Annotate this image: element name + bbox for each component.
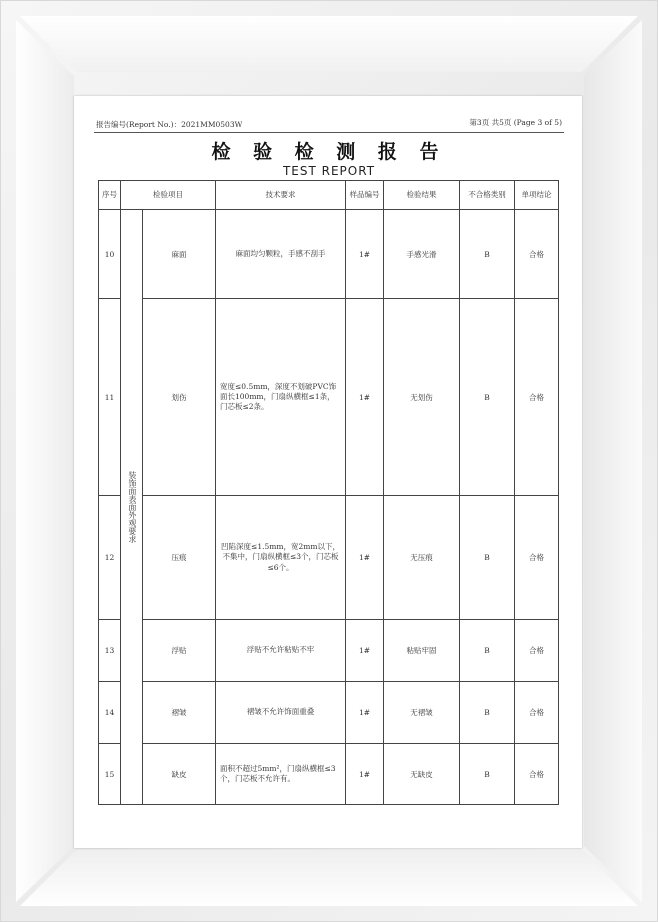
row-result: 无缺皮 (384, 744, 460, 805)
report-title-en: TEST REPORT (282, 164, 376, 178)
table-row (99, 299, 559, 496)
row-class: B (460, 682, 515, 744)
report-number: 报告编号(Report No.)：2021MM0503W (96, 120, 243, 129)
table-row (99, 620, 559, 682)
row-sample: 1# (346, 682, 384, 744)
col-header-result: 检验结果 (384, 181, 460, 210)
report-title-cn: 检 验 检 测 报 告 (211, 141, 447, 163)
report-header-block (94, 112, 564, 178)
category-cell: 装饰面表面外观要求 (121, 210, 143, 805)
col-header-verdict: 单项结论 (515, 181, 559, 210)
row-verdict: 合格 (515, 299, 559, 496)
row-requirement: 浮贴不允许粘贴不牢 (216, 620, 346, 682)
row-verdict: 合格 (515, 682, 559, 744)
col-header-requirement: 技术要求 (216, 181, 346, 210)
row-number: 15 (99, 744, 121, 805)
table-row (99, 744, 559, 805)
row-sample: 1# (346, 210, 384, 299)
row-number: 13 (99, 620, 121, 682)
inspection-table (98, 180, 559, 805)
row-class: B (460, 620, 515, 682)
frame-bevel-right (584, 20, 642, 902)
row-item: 浮贴 (143, 620, 216, 682)
frame-bevel-bottom (20, 850, 638, 906)
row-requirement: 凹陷深度≤1.5mm，宽2mm以下，不集中，门扇纵横框≤3个，门芯板≤6个。 (216, 496, 346, 620)
row-number: 14 (99, 682, 121, 744)
frame-bevel-left (16, 20, 74, 902)
table-row (99, 682, 559, 744)
row-sample: 1# (346, 299, 384, 496)
row-sample: 1# (346, 744, 384, 805)
frame-bevel-top (20, 16, 638, 72)
row-item: 麻面 (143, 210, 216, 299)
col-header-item: 检验项目 (121, 181, 216, 210)
row-item: 压痕 (143, 496, 216, 620)
row-number: 12 (99, 496, 121, 620)
row-result: 粘贴牢固 (384, 620, 460, 682)
row-requirement: 面积不超过5mm²，门扇纵横框≤3个，门芯板不允许有。 (216, 744, 346, 805)
row-sample: 1# (346, 496, 384, 620)
row-class: B (460, 210, 515, 299)
row-verdict: 合格 (515, 744, 559, 805)
row-number: 11 (99, 299, 121, 496)
row-item: 划伤 (143, 299, 216, 496)
row-item: 褶皱 (143, 682, 216, 744)
row-class: B (460, 496, 515, 620)
page-header (94, 112, 564, 133)
col-header-nonconformity: 不合格类别 (460, 181, 515, 210)
row-requirement: 麻面均匀颗粒，手感不刮手 (216, 210, 346, 299)
row-item: 缺皮 (143, 744, 216, 805)
row-result: 手感光滑 (384, 210, 460, 299)
row-result: 无褶皱 (384, 682, 460, 744)
row-verdict: 合格 (515, 496, 559, 620)
row-class: B (460, 299, 515, 496)
col-header-sample: 样品编号 (346, 181, 384, 210)
table-header-row (99, 181, 559, 210)
table-row (99, 210, 559, 299)
col-header-seq: 序号 (99, 181, 121, 210)
page-indicator: 第3页 共5页 (Page 3 of 5) (469, 118, 562, 127)
row-class: B (460, 744, 515, 805)
row-verdict: 合格 (515, 620, 559, 682)
row-verdict: 合格 (515, 210, 559, 299)
row-result: 无压痕 (384, 496, 460, 620)
row-number: 10 (99, 210, 121, 299)
row-result: 无划伤 (384, 299, 460, 496)
row-requirement: 褶皱不允许饰面重叠 (216, 682, 346, 744)
row-sample: 1# (346, 620, 384, 682)
row-requirement: 宽度≤0.5mm，深度不划破PVC饰面长100mm，门扇纵横框≤1条，门芯板≤2条。 (216, 299, 346, 496)
table-row (99, 496, 559, 620)
